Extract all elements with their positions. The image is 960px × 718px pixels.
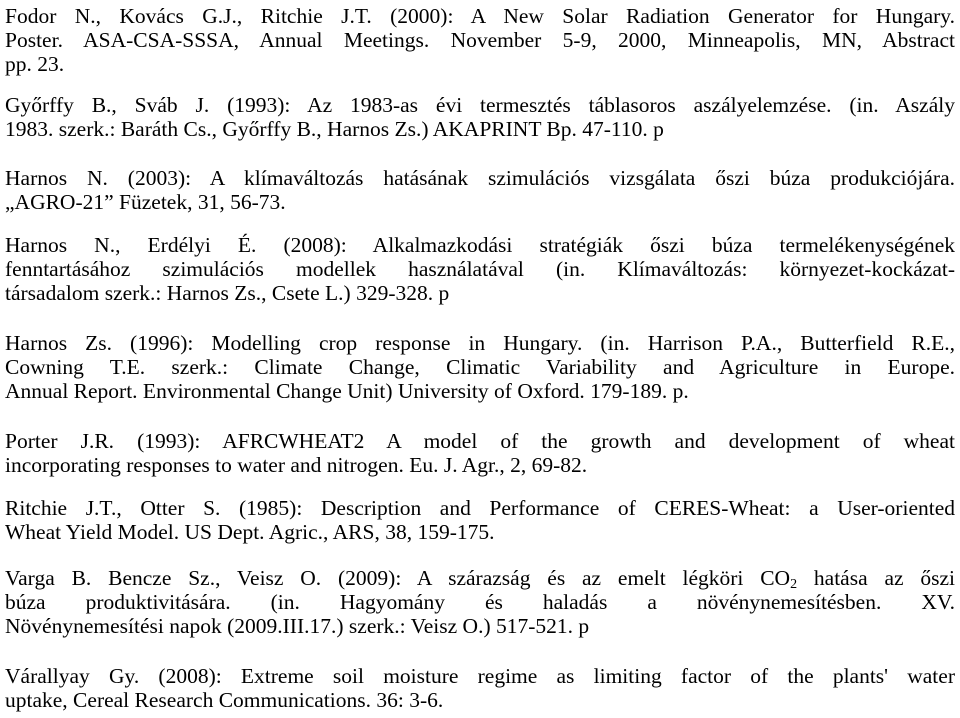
reference-line: Várallyay Gy. (2008): Extreme soil moisture regime as limiting factor of the plants' water <box>5 664 955 688</box>
reference-line: Harnos N. (2003): A klímaváltozás hatásának szimulációs vizsgálata őszi búza produkciójára. <box>5 166 955 190</box>
reference-line-with-subscript <box>5 566 955 590</box>
reference-harnos-zs-1996 <box>5 331 955 403</box>
reference-fodor-2000 <box>5 4 955 76</box>
reference-porter-1993 <box>5 429 955 477</box>
reference-line: uptake, Cereal Research Communications. 36: 3-6. <box>5 688 444 712</box>
reference-gyorffy-1993 <box>5 93 955 141</box>
reference-line: Fodor N., Kovács G.J., Ritchie J.T. (2000): A New Solar Radiation Generator for Hungary. <box>5 4 955 28</box>
reference-line: Poster. ASA-CSA-SSSA, Annual Meetings. November 5-9, 2000, Minneapolis, MN, Abstract <box>5 28 955 52</box>
reference-line: incorporating responses to water and nitrogen. Eu. J. Agr., 2, 69-82. <box>5 453 588 477</box>
reference-line: pp. 23. <box>5 52 65 76</box>
co2-subscript: 2 <box>790 577 798 592</box>
reference-line: Harnos Zs. (1996): Modelling crop response in Hungary. (in. Harrison P.A., Butterfield R.E., <box>5 331 955 355</box>
reference-line: 1983. szerk.: Baráth Cs., Győrffy B., Harnos Zs.) AKAPRINT Bp. 47-110. p <box>5 117 664 141</box>
reference-line: Cowning T.E. szerk.: Climate Change, Climatic Variability and Agriculture in Europe. <box>5 355 955 379</box>
reference-line: Harnos N., Erdélyi É. (2008): Alkalmazkodási stratégiák őszi búza termelékenységének <box>5 233 955 257</box>
reference-line: fenntartásához szimulációs modellek használatával (in. Klímaváltozás: környezet-kockázat- <box>5 257 955 281</box>
reference-ritchie-1985 <box>5 496 955 544</box>
reference-line: „AGRO-21” Füzetek, 31, 56-73. <box>5 190 286 214</box>
reference-line: Porter J.R. (1993): AFRCWHEAT2 A model of the growth and development of wheat <box>5 429 955 453</box>
reference-varga-2009 <box>5 566 955 638</box>
reference-line: Wheat Yield Model. US Dept. Agric., ARS, 38, 159-175. <box>5 520 495 544</box>
reference-text: Varga B. Bencze Sz., Veisz O. (2009): A szárazság és az emelt légköri CO <box>5 566 791 590</box>
reference-line: Győrffy B., Sváb J. (1993): Az 1983-as évi termesztés táblasoros aszályelemzése. (in. Aszály <box>5 93 955 117</box>
reference-line: Annual Report. Environmental Change Unit) University of Oxford. 179-189. p. <box>5 379 689 403</box>
reference-line: Ritchie J.T., Otter S. (1985): Description and Performance of CERES-Wheat: a User-oriented <box>5 496 955 520</box>
reference-harnos-erdelyi-2008 <box>5 233 955 305</box>
reference-harnos-n-2003 <box>5 166 955 214</box>
reference-text: hatása az őszi <box>797 566 956 590</box>
reference-line: búza produktivitására. (in. Hagyomány és haladás a növénynemesítésben. XV. <box>5 590 955 614</box>
reference-varallyay-2008 <box>5 664 955 712</box>
reference-line: Növénynemesítési napok (2009.III.17.) szerk.: Veisz O.) 517-521. p <box>5 614 590 638</box>
reference-line: társadalom szerk.: Harnos Zs., Csete L.) 329-328. p <box>5 281 450 305</box>
